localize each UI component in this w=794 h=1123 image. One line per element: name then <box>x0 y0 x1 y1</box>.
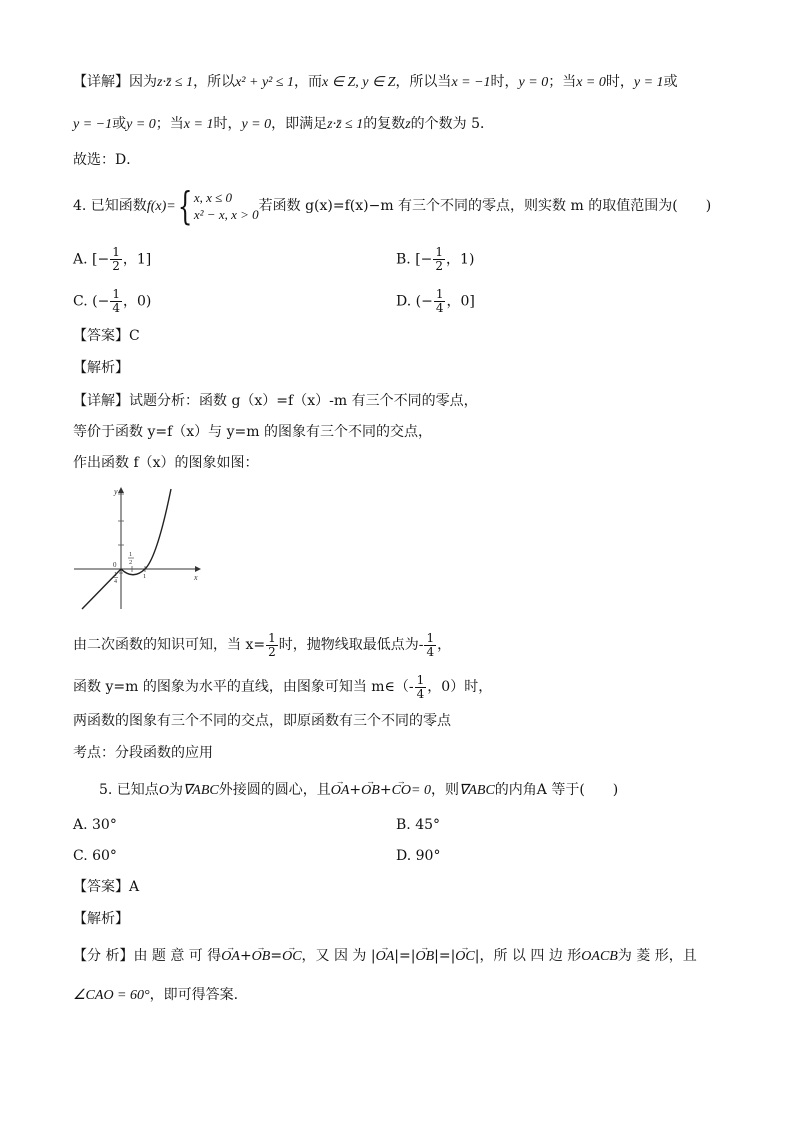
denominator: 4 <box>416 686 425 701</box>
choice-line: 故选：D． <box>73 152 141 168</box>
q5-option-a: A. 30° <box>73 817 117 833</box>
q5-analysis-line-2 <box>73 985 238 1006</box>
text: ，0）时， <box>427 679 493 695</box>
math-expr: x = −1 <box>451 75 491 90</box>
text: ，又 因 为 | <box>301 948 376 964</box>
q4-option-a <box>73 246 151 273</box>
math-expr: ∇ABC <box>182 783 219 798</box>
math-expr: OACB <box>581 949 618 964</box>
text: 函数 y=m 的图象为水平的直线，由图象可知当 m∈（- <box>73 679 414 695</box>
math-expr: y = 0 <box>241 117 272 132</box>
math-expr: z·z̄ ≤ 1 <box>327 117 364 132</box>
q4-topic: 考点：分段函数的应用 <box>73 745 213 761</box>
math-expr: = 0 <box>411 783 431 798</box>
solution-line-1 <box>73 72 678 93</box>
fraction <box>266 632 278 659</box>
text: ， <box>437 637 452 653</box>
q4-option-c <box>73 288 151 315</box>
tick-label: 2 <box>129 559 133 566</box>
case-1: x, x ≤ 0 <box>193 190 233 205</box>
text: 的个数为 5． <box>410 116 495 132</box>
text: A. [− <box>73 251 110 268</box>
piecewise-cases <box>194 189 259 223</box>
brace-symbol: { <box>177 184 193 228</box>
text: + <box>379 782 392 798</box>
case-2: x² − x, x > 0 <box>193 207 259 222</box>
stem-text: 若函数 g(x)=f(x)−m 有三个不同的零点，则实数 m 的取值范围为( ) <box>258 198 712 214</box>
text: ，0] <box>446 293 475 310</box>
math-expr: y = 0 <box>126 117 156 132</box>
x-axis-label: x <box>194 573 198 582</box>
text: |=| <box>394 948 416 964</box>
q5-answer: 【答案】A <box>73 879 140 895</box>
graph-svg <box>72 485 202 613</box>
text: ，1) <box>446 251 475 268</box>
q5-analysis-heading: 【解析】 <box>73 911 129 927</box>
text: 【详解】因为 <box>73 74 157 90</box>
q4-detail-2: 等价于函数 y=f（x）与 y=m 的图象有三个不同的交点， <box>73 424 432 440</box>
text: B. [− <box>396 251 433 268</box>
text: + <box>349 782 362 798</box>
text: + <box>239 948 252 964</box>
q5-option-d: D. 90° <box>396 848 441 864</box>
text: ，0) <box>122 293 152 310</box>
question-4-stem <box>73 186 711 227</box>
tick-label: 4 <box>114 579 117 585</box>
text: = <box>270 948 283 964</box>
numerator: 1 <box>268 630 276 645</box>
denominator: 2 <box>268 644 276 659</box>
numerator: 1 <box>426 630 435 645</box>
origin-label: 0 <box>113 561 117 569</box>
math-expr: x² + y² ≤ 1 <box>235 75 295 90</box>
q5-option-c: C. 60° <box>73 848 117 864</box>
text: ，1] <box>122 251 152 268</box>
math-expr: x = 0 <box>576 75 606 90</box>
q4-explain-2 <box>73 672 492 702</box>
math-expr: z·z̄ ≤ 1 <box>157 75 194 90</box>
y-axis-label: y <box>114 487 118 496</box>
function-def: f(x)= <box>146 199 176 214</box>
text: ，所以 <box>193 74 236 90</box>
solution-line-2 <box>73 114 494 135</box>
text: ；当 <box>548 74 577 90</box>
denominator: 4 <box>435 301 444 315</box>
math-expr: y = −1 <box>73 117 113 132</box>
text: ，而 <box>294 74 323 90</box>
q4-option-b <box>396 246 474 273</box>
text: 或 <box>663 74 678 90</box>
vector-ob: → OB <box>415 947 434 967</box>
fraction <box>110 246 122 273</box>
function-graph <box>72 485 202 613</box>
fraction <box>110 288 122 315</box>
text: ，所以当 <box>395 74 452 90</box>
vector-oa: → OA <box>376 947 395 967</box>
text: 由二次函数的知识可知，当 x= <box>73 637 266 653</box>
tick-label: 1 <box>129 551 133 558</box>
fraction <box>433 246 445 273</box>
q5-option-b: B. 45° <box>396 817 441 833</box>
text: |=| <box>434 948 456 964</box>
vector-ob: → OB <box>361 781 380 801</box>
text: ，则 <box>430 782 459 798</box>
vector-oc: → OC <box>282 947 301 967</box>
math-expr: y = 0 <box>518 75 549 90</box>
denominator: 4 <box>426 644 435 659</box>
q4-detail-3: 作出函数 f（x）的图象如图： <box>73 455 259 471</box>
math-expr: x ∈ Z, y ∈ Z <box>322 75 396 90</box>
question-number: 4. 已知函数 <box>73 198 147 214</box>
fraction <box>434 288 446 315</box>
vector-oa: → OA <box>221 947 240 967</box>
math-expr: x = 1 <box>183 117 214 132</box>
question-number: 5. 已知点 <box>99 782 159 798</box>
q4-analysis-heading: 【解析】 <box>73 360 129 376</box>
numerator: 1 <box>416 672 425 687</box>
text: ，即可得答案. <box>149 987 239 1003</box>
math-expr: y = 1 <box>633 75 664 90</box>
fraction <box>424 632 436 659</box>
tick-label: 1 <box>114 572 117 578</box>
text: 时，抛物线取最低点为- <box>278 637 424 653</box>
text: 时， <box>490 74 519 90</box>
tick-label: 1 <box>143 573 147 580</box>
numerator: 1 <box>435 287 444 301</box>
text: C. (− <box>73 293 110 310</box>
denominator: 4 <box>112 301 120 315</box>
q4-option-d <box>396 288 475 315</box>
math-expr: O <box>158 783 169 798</box>
text: 的内角A 等于( ) <box>494 782 619 798</box>
q4-explain-3: 两函数的图象有三个不同的交点，即原函数有三个不同的零点 <box>73 713 451 729</box>
vector-co: → CO <box>392 781 411 801</box>
fraction <box>415 674 427 701</box>
numerator: 1 <box>112 245 120 259</box>
q4-answer: 【答案】C <box>73 328 140 344</box>
question-5-stem <box>99 780 618 801</box>
text: 外接圆的圆心，且 <box>218 782 331 798</box>
denominator: 2 <box>112 259 120 273</box>
vector-oa: → OA <box>331 781 350 801</box>
text: D. (− <box>396 293 433 310</box>
text: 时， <box>605 74 634 90</box>
text: 为 <box>168 782 183 798</box>
vector-oc: → OC <box>455 947 474 967</box>
math-expr: ∇ABC <box>458 783 495 798</box>
text: |，所 以 四 边 形 <box>474 948 582 964</box>
text: ，即满足 <box>271 116 328 132</box>
q4-explain-1 <box>73 630 451 660</box>
text: 时， <box>213 116 242 132</box>
math-expr: ∠CAO = 60° <box>73 988 150 1003</box>
text: 【分 析】由 题 意 可 得 <box>73 948 222 964</box>
text: 为 菱 形，且 <box>617 948 697 964</box>
text: 的复数 <box>363 116 406 132</box>
denominator: 2 <box>435 259 444 273</box>
text: 或 <box>112 116 127 132</box>
numerator: 1 <box>112 287 120 301</box>
q4-detail-1: 【详解】试题分析：函数 g（x）=f（x）-m 有三个不同的零点， <box>73 393 478 409</box>
numerator: 1 <box>435 245 444 259</box>
q5-analysis-line-1 <box>73 946 697 967</box>
math-expr: z <box>405 117 411 132</box>
text: ；当 <box>155 116 184 132</box>
vector-ob: → OB <box>252 947 271 967</box>
